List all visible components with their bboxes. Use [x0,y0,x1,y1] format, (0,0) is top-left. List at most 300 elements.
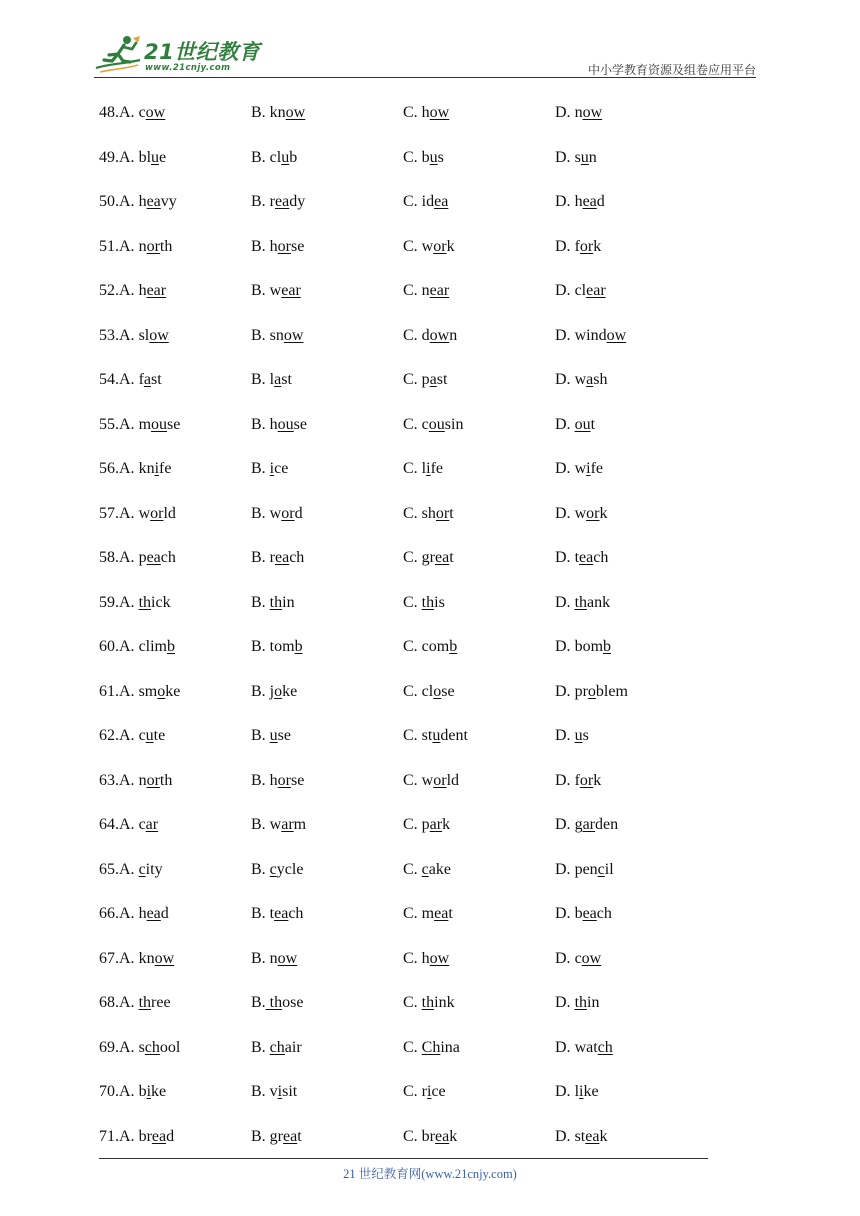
option-label: B. [251,415,270,433]
option-d [555,456,603,482]
word-prefix: clim [138,638,167,655]
option-a [99,679,180,705]
question-number: 54. [99,371,119,388]
question-number: 52. [99,282,119,299]
word-prefix: kn [138,460,155,477]
word-suffix: m [293,816,307,833]
word-suffix: ake [428,860,451,878]
question-number: 68. [99,994,119,1011]
question-number: 56. [99,460,119,477]
option-label: B. [251,994,266,1011]
option-label: D. [555,104,575,121]
word-prefix: h [138,282,147,299]
option-b [251,946,297,972]
question-number: 51. [99,237,119,255]
word-suffix: k [593,771,602,789]
question-number: 61. [99,682,119,700]
option-label: B. [251,193,270,210]
option-c [403,590,445,616]
question-row [99,278,719,323]
option-label: A. [119,326,139,344]
underlined-letters: i [586,460,591,477]
underlined-letters: ow [285,104,306,121]
option-d [555,501,607,527]
word-suffix: t [449,549,454,566]
word-suffix: il [604,860,614,878]
underlined-letters: u [151,148,160,166]
option-label: A. [119,593,139,611]
option-label: C. [403,816,422,833]
option-c [403,323,457,349]
word-suffix: t [449,504,454,522]
option-a [99,234,172,260]
word-prefix: wind [574,326,607,344]
word-suffix: ool [159,1038,181,1056]
option-a [99,723,165,749]
option-b [251,723,291,749]
option-label: B. [251,638,270,655]
underlined-letters: ow [582,104,603,121]
option-label: D. [555,593,575,611]
option-label: D. [555,415,575,433]
option-label: B. [251,504,270,522]
option-c [403,412,463,438]
word-prefix: tom [269,638,295,655]
option-label: C. [403,148,422,166]
underlined-letters: ea [146,905,161,922]
underlined-letters: ow [154,949,175,967]
question-row [99,723,719,768]
question-row [99,100,719,145]
underlined-letters: i [269,460,275,477]
word-prefix: f [138,371,144,388]
option-label: C. [403,326,422,344]
word-suffix: b [289,148,298,166]
option-c [403,100,449,126]
word-suffix: air [284,1038,302,1056]
underlined-letters: ow [429,326,450,344]
word-suffix: se [277,727,291,744]
underlined-letters: th [574,994,588,1011]
word-suffix: e [159,148,167,166]
option-label: B. [251,282,270,299]
word-suffix: ce [431,1083,446,1100]
word-prefix: h [138,193,147,210]
option-label: D. [555,727,575,744]
underlined-letters: b [449,638,458,655]
word-prefix: r [269,549,275,566]
option-label: A. [119,771,139,789]
option-b [251,768,304,794]
question-number: 64. [99,816,119,833]
word-suffix: n [449,326,458,344]
word-prefix: h [421,949,430,967]
option-a [99,501,176,527]
option-label: D. [555,682,575,700]
underlined-letters: ch [144,1038,160,1056]
word-prefix: v [269,1083,278,1100]
option-c [403,1079,446,1105]
word-suffix: ina [440,1038,460,1056]
option-c [403,501,454,527]
option-label: A. [119,682,139,700]
option-label: C. [403,860,422,878]
word-suffix: ce [274,460,289,477]
option-c [403,768,459,794]
underlined-letters: o [587,682,596,700]
word-prefix: pr [574,682,588,700]
underlined-letters: ea [435,1127,450,1145]
underlined-letters: ea [579,549,594,566]
option-label: C. [403,460,422,477]
option-label: D. [555,816,575,833]
word-suffix: vy [160,193,177,210]
option-b [251,234,304,260]
option-label: C. [403,638,422,655]
option-c [403,634,457,660]
option-b [251,100,305,126]
underlined-letters: ea [582,905,597,922]
word-prefix: f [574,237,580,255]
word-prefix: h [269,237,278,255]
option-label: A. [119,949,139,967]
word-suffix: d [160,905,169,922]
word-suffix: ch [288,905,304,922]
option-a [99,189,177,215]
option-c [403,679,455,705]
option-label: B. [251,1038,270,1056]
underlined-letters: ch [269,1038,285,1056]
option-a [99,1079,166,1105]
question-row [99,1035,719,1080]
option-a [99,901,169,927]
question-number: 58. [99,549,119,566]
question-number: 71. [99,1127,119,1145]
underlined-letters: ow [606,326,627,344]
word-suffix: in [587,994,600,1011]
word-suffix: k [442,816,451,833]
underlined-letters: u [580,148,589,166]
word-prefix: kn [138,949,155,967]
option-label: C. [403,727,422,744]
option-c [403,145,444,171]
option-d [555,100,602,126]
option-label: D. [555,148,575,166]
underlined-letters: ow [429,949,450,967]
option-d [555,768,601,794]
question-list [99,100,719,1168]
underlined-letters: ear [586,282,606,299]
option-b [251,590,295,616]
header-divider [94,77,756,78]
word-prefix: cl [421,682,434,700]
underlined-letters: ar [582,816,595,833]
option-label: A. [119,549,139,566]
option-c [403,234,455,260]
option-b [251,1035,302,1061]
question-row [99,812,719,857]
option-c [403,1035,460,1061]
underlined-letters: ea [582,193,597,210]
option-label: C. [403,282,422,299]
underlined-letters: th [574,593,588,611]
underlined-letters: ou [428,415,445,433]
underlined-letters: or [281,504,295,522]
underlined-letters: o [433,682,442,700]
word-suffix: k [446,237,455,255]
option-b [251,679,297,705]
word-suffix: ld [163,504,176,522]
underlined-letters: ea [275,193,290,210]
word-prefix: w [269,504,282,522]
option-label: C. [403,415,422,433]
option-c [403,723,468,749]
word-prefix: w [574,460,587,477]
word-prefix: h [574,193,583,210]
underlined-letters: u [574,727,583,744]
option-b [251,990,303,1016]
option-a [99,100,165,126]
word-suffix: ke [583,1083,599,1100]
underlined-letters: u [269,727,278,744]
word-prefix: t [574,549,580,566]
option-label: A. [119,237,139,255]
option-label: C. [403,371,422,388]
option-label: A. [119,415,139,433]
word-suffix: d [294,504,303,522]
option-label: A. [119,816,139,833]
option-a [99,990,171,1016]
question-number: 48. [99,104,119,121]
word-prefix: w [269,816,282,833]
platform-title: 中小学教育资源及组卷应用平台 [587,63,756,77]
option-c [403,189,448,215]
option-c [403,812,450,838]
option-d [555,1079,599,1105]
word-prefix: br [138,1127,152,1145]
word-prefix: w [574,371,587,388]
option-b [251,501,303,527]
question-number: 65. [99,860,119,878]
option-d [555,234,601,260]
option-label: B. [251,460,270,477]
option-label: D. [555,371,575,388]
word-prefix: c [421,415,429,433]
underlined-letters: or [435,504,450,522]
option-label: B. [251,727,270,744]
question-number: 50. [99,193,119,210]
word-prefix: f [574,771,580,789]
underlined-letters: i [426,460,431,477]
underlined-letters: Ch [421,1038,441,1056]
question-row [99,634,719,679]
underlined-letters: a [274,371,282,388]
word-prefix: sh [421,504,436,522]
underlined-letters: u [281,148,290,166]
option-label: B. [251,771,270,789]
word-prefix: p [421,371,430,388]
option-b [251,323,303,349]
word-prefix: d [421,326,430,344]
word-prefix: w [574,504,587,522]
question-row [99,946,719,991]
question-row [99,590,719,635]
option-d [555,679,628,705]
option-label: C. [403,1083,422,1100]
option-label: D. [555,860,575,878]
option-a [99,278,166,304]
option-label: C. [403,949,422,967]
option-label: C. [403,1127,422,1145]
option-label: A. [119,193,139,210]
underlined-letters: ow [145,104,166,121]
question-number: 57. [99,504,119,522]
word-prefix: l [421,460,427,477]
word-suffix: fe [430,460,444,477]
question-number: 70. [99,1083,119,1100]
word-suffix: se [291,771,305,789]
word-prefix: wat [574,1038,598,1056]
word-suffix: ke [282,682,298,700]
option-a [99,634,175,660]
option-a [99,545,176,571]
word-prefix: st [421,727,433,744]
option-label: D. [555,905,575,922]
option-label: A. [119,371,139,388]
option-label: D. [555,638,575,655]
underlined-letters: or [146,237,160,255]
underlined-letters: ou [277,415,294,433]
option-label: B. [251,860,270,878]
option-a [99,323,169,349]
underlined-letters: ear [146,282,167,299]
word-prefix: b [574,905,583,922]
underlined-letters: b [167,638,175,655]
option-a [99,590,171,616]
question-row [99,367,719,412]
option-label: A. [119,148,139,166]
option-d [555,145,597,171]
question-number: 60. [99,638,119,655]
word-prefix: p [138,549,147,566]
word-suffix: s [437,148,444,166]
word-prefix: c [138,727,146,744]
option-c [403,946,449,972]
underlined-letters: b [603,638,612,655]
option-label: D. [555,1127,575,1145]
option-label: B. [251,549,270,566]
word-suffix: sin [444,415,464,433]
word-suffix: th [159,237,173,255]
option-label: A. [119,638,139,655]
word-prefix: w [138,504,151,522]
option-label: A. [119,104,139,121]
word-suffix: k [599,1127,608,1145]
option-label: D. [555,994,575,1011]
option-label: B. [251,905,270,922]
word-prefix: bom [574,638,604,655]
word-prefix: st [574,1127,586,1145]
underlined-letters: ar [429,816,443,833]
word-suffix: ank [587,593,611,611]
option-label: C. [403,593,422,611]
word-prefix: n [138,771,147,789]
option-d [555,634,611,660]
option-label: D. [555,1083,575,1100]
option-label: D. [555,326,575,344]
word-suffix: ch [160,549,176,566]
option-b [251,145,297,171]
option-label: B. [251,1083,270,1100]
question-row [99,990,719,1035]
underlined-letters: ch [597,1038,613,1056]
word-prefix: cl [269,148,282,166]
word-prefix: m [421,905,435,922]
underlined-letters: th [265,994,283,1011]
word-prefix: c [138,816,146,833]
underlined-letters: ow [149,326,169,344]
word-suffix: ch [289,549,305,566]
option-label: C. [403,1038,422,1056]
question-number: 67. [99,949,119,967]
option-a [99,946,174,972]
option-b [251,634,303,660]
question-number: 69. [99,1038,119,1056]
word-prefix: n [421,282,430,299]
word-prefix: b [421,148,430,166]
question-number: 49. [99,148,119,166]
option-d [555,812,618,838]
option-label: B. [251,326,270,344]
option-d [555,857,614,883]
option-label: D. [555,949,575,967]
question-number: 53. [99,326,119,344]
option-a [99,367,162,393]
option-label: A. [119,860,139,878]
word-prefix: br [421,1127,435,1145]
underlined-letters: ea [151,1127,167,1145]
word-prefix: gr [269,1127,283,1145]
option-label: D. [555,1038,575,1056]
underlined-letters: or [433,771,447,789]
word-suffix: n [588,148,597,166]
option-c [403,857,451,883]
word-prefix: l [574,1083,580,1100]
option-label: A. [119,1127,139,1145]
underlined-letters: u [145,727,154,744]
underlined-letters: ow [277,949,298,967]
word-prefix: p [421,816,430,833]
option-label: B. [251,682,270,700]
underlined-letters: or [579,771,594,789]
option-b [251,857,303,883]
underlined-letters: ow [581,949,602,967]
underlined-letters: th [138,593,152,611]
underlined-letters: ea [146,549,161,566]
underlined-letters: or [277,771,291,789]
word-prefix: t [269,905,275,922]
option-label: C. [403,193,422,210]
question-number: 55. [99,415,119,433]
option-a [99,412,180,438]
word-prefix: n [574,104,583,121]
underlined-letters: u [429,148,438,166]
option-a [99,145,166,171]
option-b [251,901,303,927]
option-d [555,1035,613,1061]
underlined-letters: i [579,1083,584,1100]
word-suffix: ick [151,593,171,611]
